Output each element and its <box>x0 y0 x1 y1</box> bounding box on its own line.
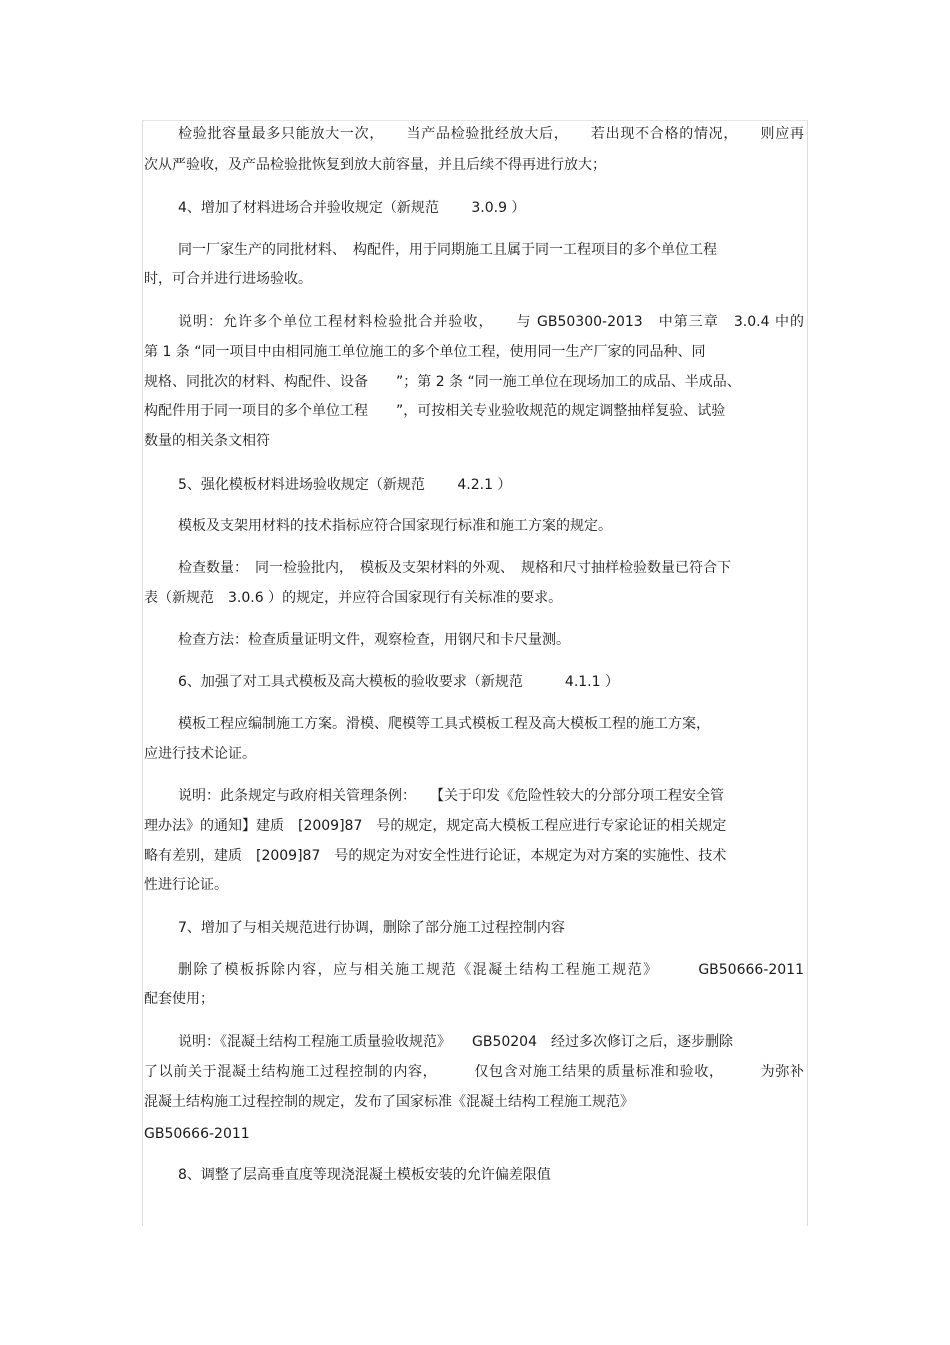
note-line: 数量的相关条文相符 <box>144 433 270 449</box>
section-heading-6: 6、加强了对工具式模板及高大模板的验收要求（新规范 4.1.1 ） <box>178 674 619 690</box>
section-heading-7: 7、增加了与相关规范进行协调，删除了部分施工过程控制内容 <box>178 920 565 936</box>
note-line: 构配件用于同一项目的多个单位工程 ”，可按相关专业验收规范的规定调整抽样复验、试验 <box>144 403 726 419</box>
section-heading-5: 5、强化模板材料进场验收规定（新规范 4.2.1 ） <box>178 477 512 493</box>
note-line: 说明：《混凝土结构工程施工质量验收规范》 GB50204 经过多次修订之后，逐步删除 <box>178 1034 733 1050</box>
paragraph-line: 时，可合并进行进场验收。 <box>144 271 312 287</box>
note-line: 了以前关于混凝土结构施工过程控制的内容， 仅包含对施工结果的质量标准和验收， 为弥补 <box>144 1064 804 1080</box>
paragraph-line: 模板工程应编制施工方案。滑模、爬模等工具式模板工程及高大模板工程的施工方案， <box>178 716 710 732</box>
paragraph-line: 删除了模板拆除内容，应与相关施工规范《混凝土结构工程施工规范》 GB50666-2011 <box>178 962 804 978</box>
section-heading-4: 4、增加了材料进场合并验收规定（新规范 3.0.9 ） <box>178 200 526 216</box>
paragraph-line: 表（新规范 3.0.6 ）的规定，并应符合国家现行有关标准的要求。 <box>144 590 563 606</box>
note-line: 规格、同批次的材料、构配件、设备 ”；第 2 条 “同一施工单位在现场加工的成品、半成品、 <box>144 374 741 390</box>
note-line: 说明：允许多个单位工程材料检验批合并验收， 与 GB50300-2013 中第三章 3.0.4 中的 <box>178 314 804 330</box>
paragraph-line: 配套使用； <box>144 991 214 1007</box>
note-line: 第 1 条 “同一项目中由相同施工单位施工的多个单位工程，使用同一生产厂家的同品种、同 <box>144 344 706 360</box>
note-line: 略有差别，建质 [2009]87 号的规定为对安全性进行论证，本规定为对方案的实施性、技术 <box>144 848 727 864</box>
paragraph-line: 检验批容量最多只能放大一次， 当产品检验批经放大后， 若出现不合格的情况， 则应再 <box>178 126 804 142</box>
note-line: 性进行论证。 <box>144 877 228 893</box>
paragraph-line: 模板及支架用材料的技术指标应符合国家现行标准和施工方案的规定。 <box>178 518 612 534</box>
paragraph-line: 应进行技术论证。 <box>144 746 256 762</box>
paragraph-line: 次从严验收，及产品检验批恢复到放大前容量，并且后续不得再进行放大； <box>144 157 606 173</box>
paragraph-line: 同一厂家生产的同批材料、 构配件，用于同期施工且属于同一工程项目的多个单位工程 <box>178 242 717 258</box>
note-line: GB50666-2011 <box>144 1126 250 1142</box>
note-line: 混凝土结构施工过程控制的规定，发布了国家标准《混凝土结构工程施工规范》 <box>144 1094 634 1110</box>
paragraph-line: 检查数量： 同一检验批内， 模板及支架材料的外观、 规格和尺寸抽样检验数量已符合下 <box>178 560 731 576</box>
note-line: 理办法》的通知】建质 [2009]87 号的规定，规定高大模板工程应进行专家论证的相关规定 <box>144 818 727 834</box>
note-line: 说明：此条规定与政府相关管理条例： 【关于印发《危险性较大的分部分项工程安全管 <box>178 788 724 804</box>
paragraph-line: 检查方法：检查质量证明文件，观察检查，用钢尺和卡尺量测。 <box>178 632 570 648</box>
section-heading-8: 8、调整了层高垂直度等现浇混凝土模板安装的允许偏差限值 <box>178 1167 551 1183</box>
